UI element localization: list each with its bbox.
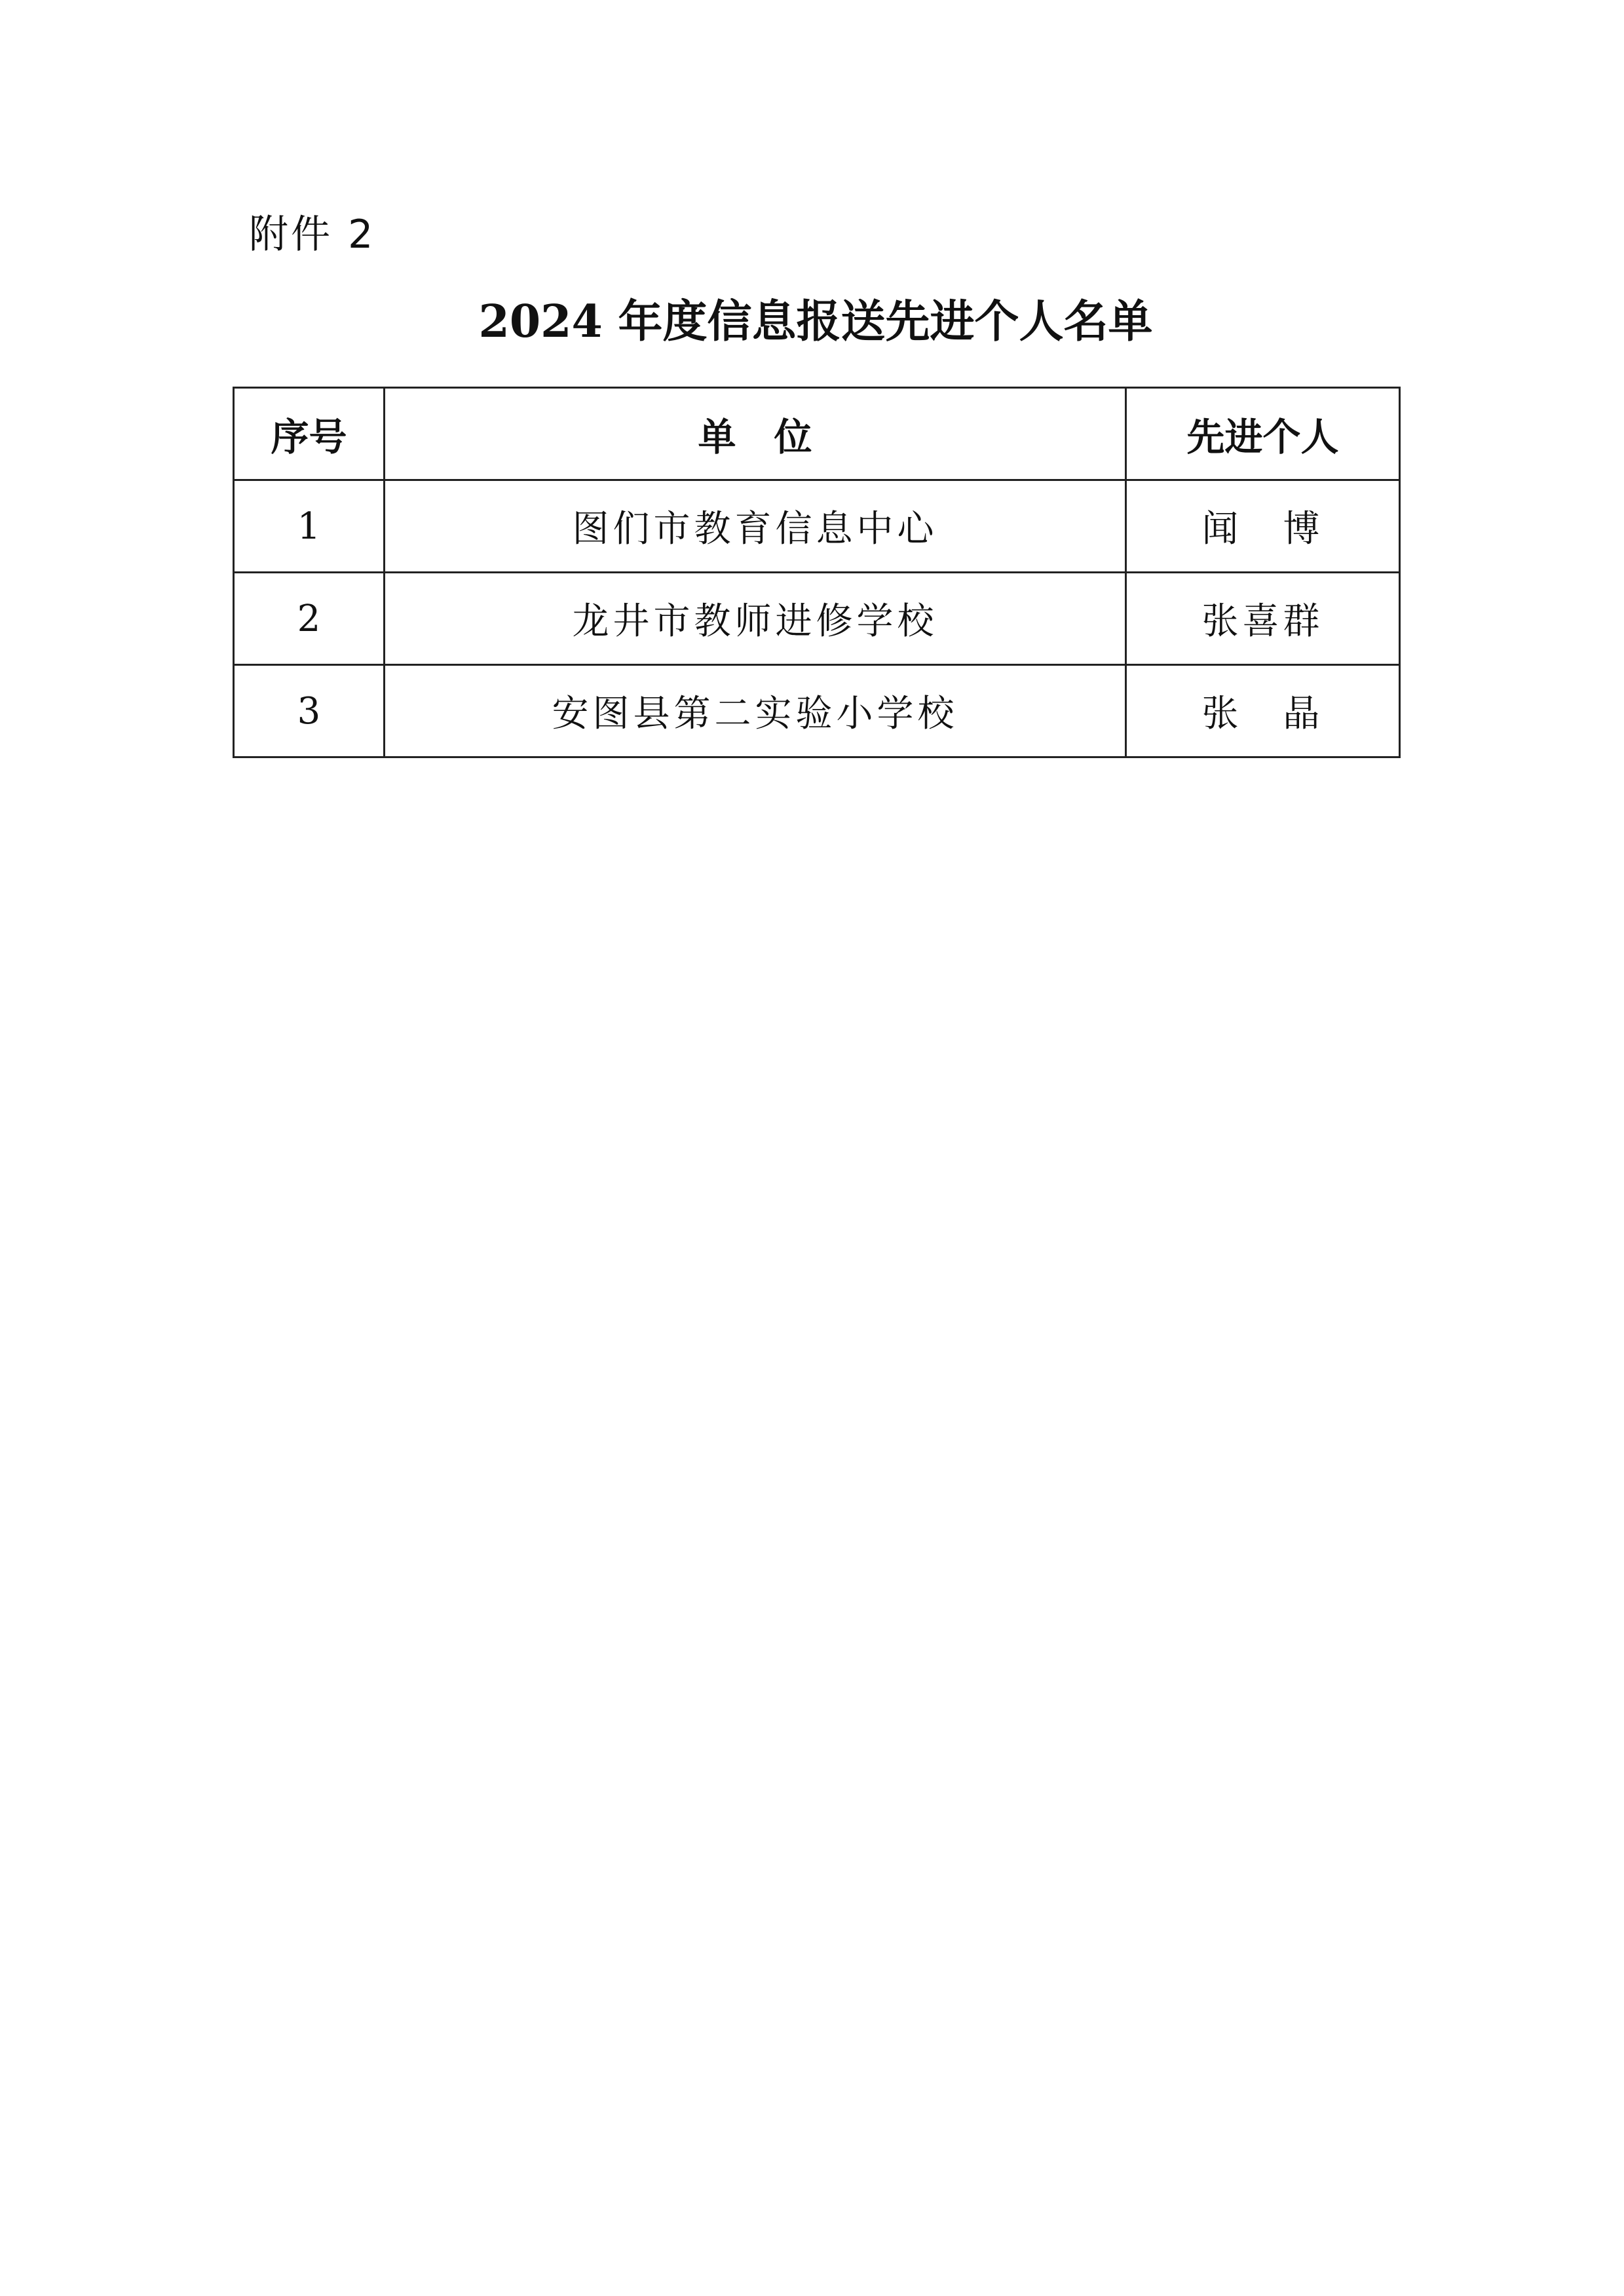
header-no: 序号 — [234, 388, 385, 480]
header-unit: 单 位 — [385, 388, 1126, 480]
attachment-label: 附件 2 — [249, 212, 376, 258]
header-person: 先进个人 — [1126, 388, 1400, 480]
advanced-individuals-table — [233, 387, 1401, 758]
row-person: 张 晶 — [1126, 665, 1400, 757]
table-row — [234, 480, 1400, 573]
row-no: 3 — [234, 665, 385, 757]
row-person: 闻 博 — [1126, 480, 1400, 573]
row-unit: 龙井市教师进修学校 — [385, 573, 1126, 665]
row-no: 2 — [234, 573, 385, 665]
table-header-row — [234, 388, 1400, 480]
document-title: 2024 年度信息报送先进个人名单 — [478, 296, 1153, 348]
table-row — [234, 573, 1400, 665]
row-person: 张喜群 — [1126, 573, 1400, 665]
row-no: 1 — [234, 480, 385, 573]
table-row — [234, 665, 1400, 757]
row-unit: 图们市教育信息中心 — [385, 480, 1126, 573]
row-unit: 安图县第二实验小学校 — [385, 665, 1126, 757]
